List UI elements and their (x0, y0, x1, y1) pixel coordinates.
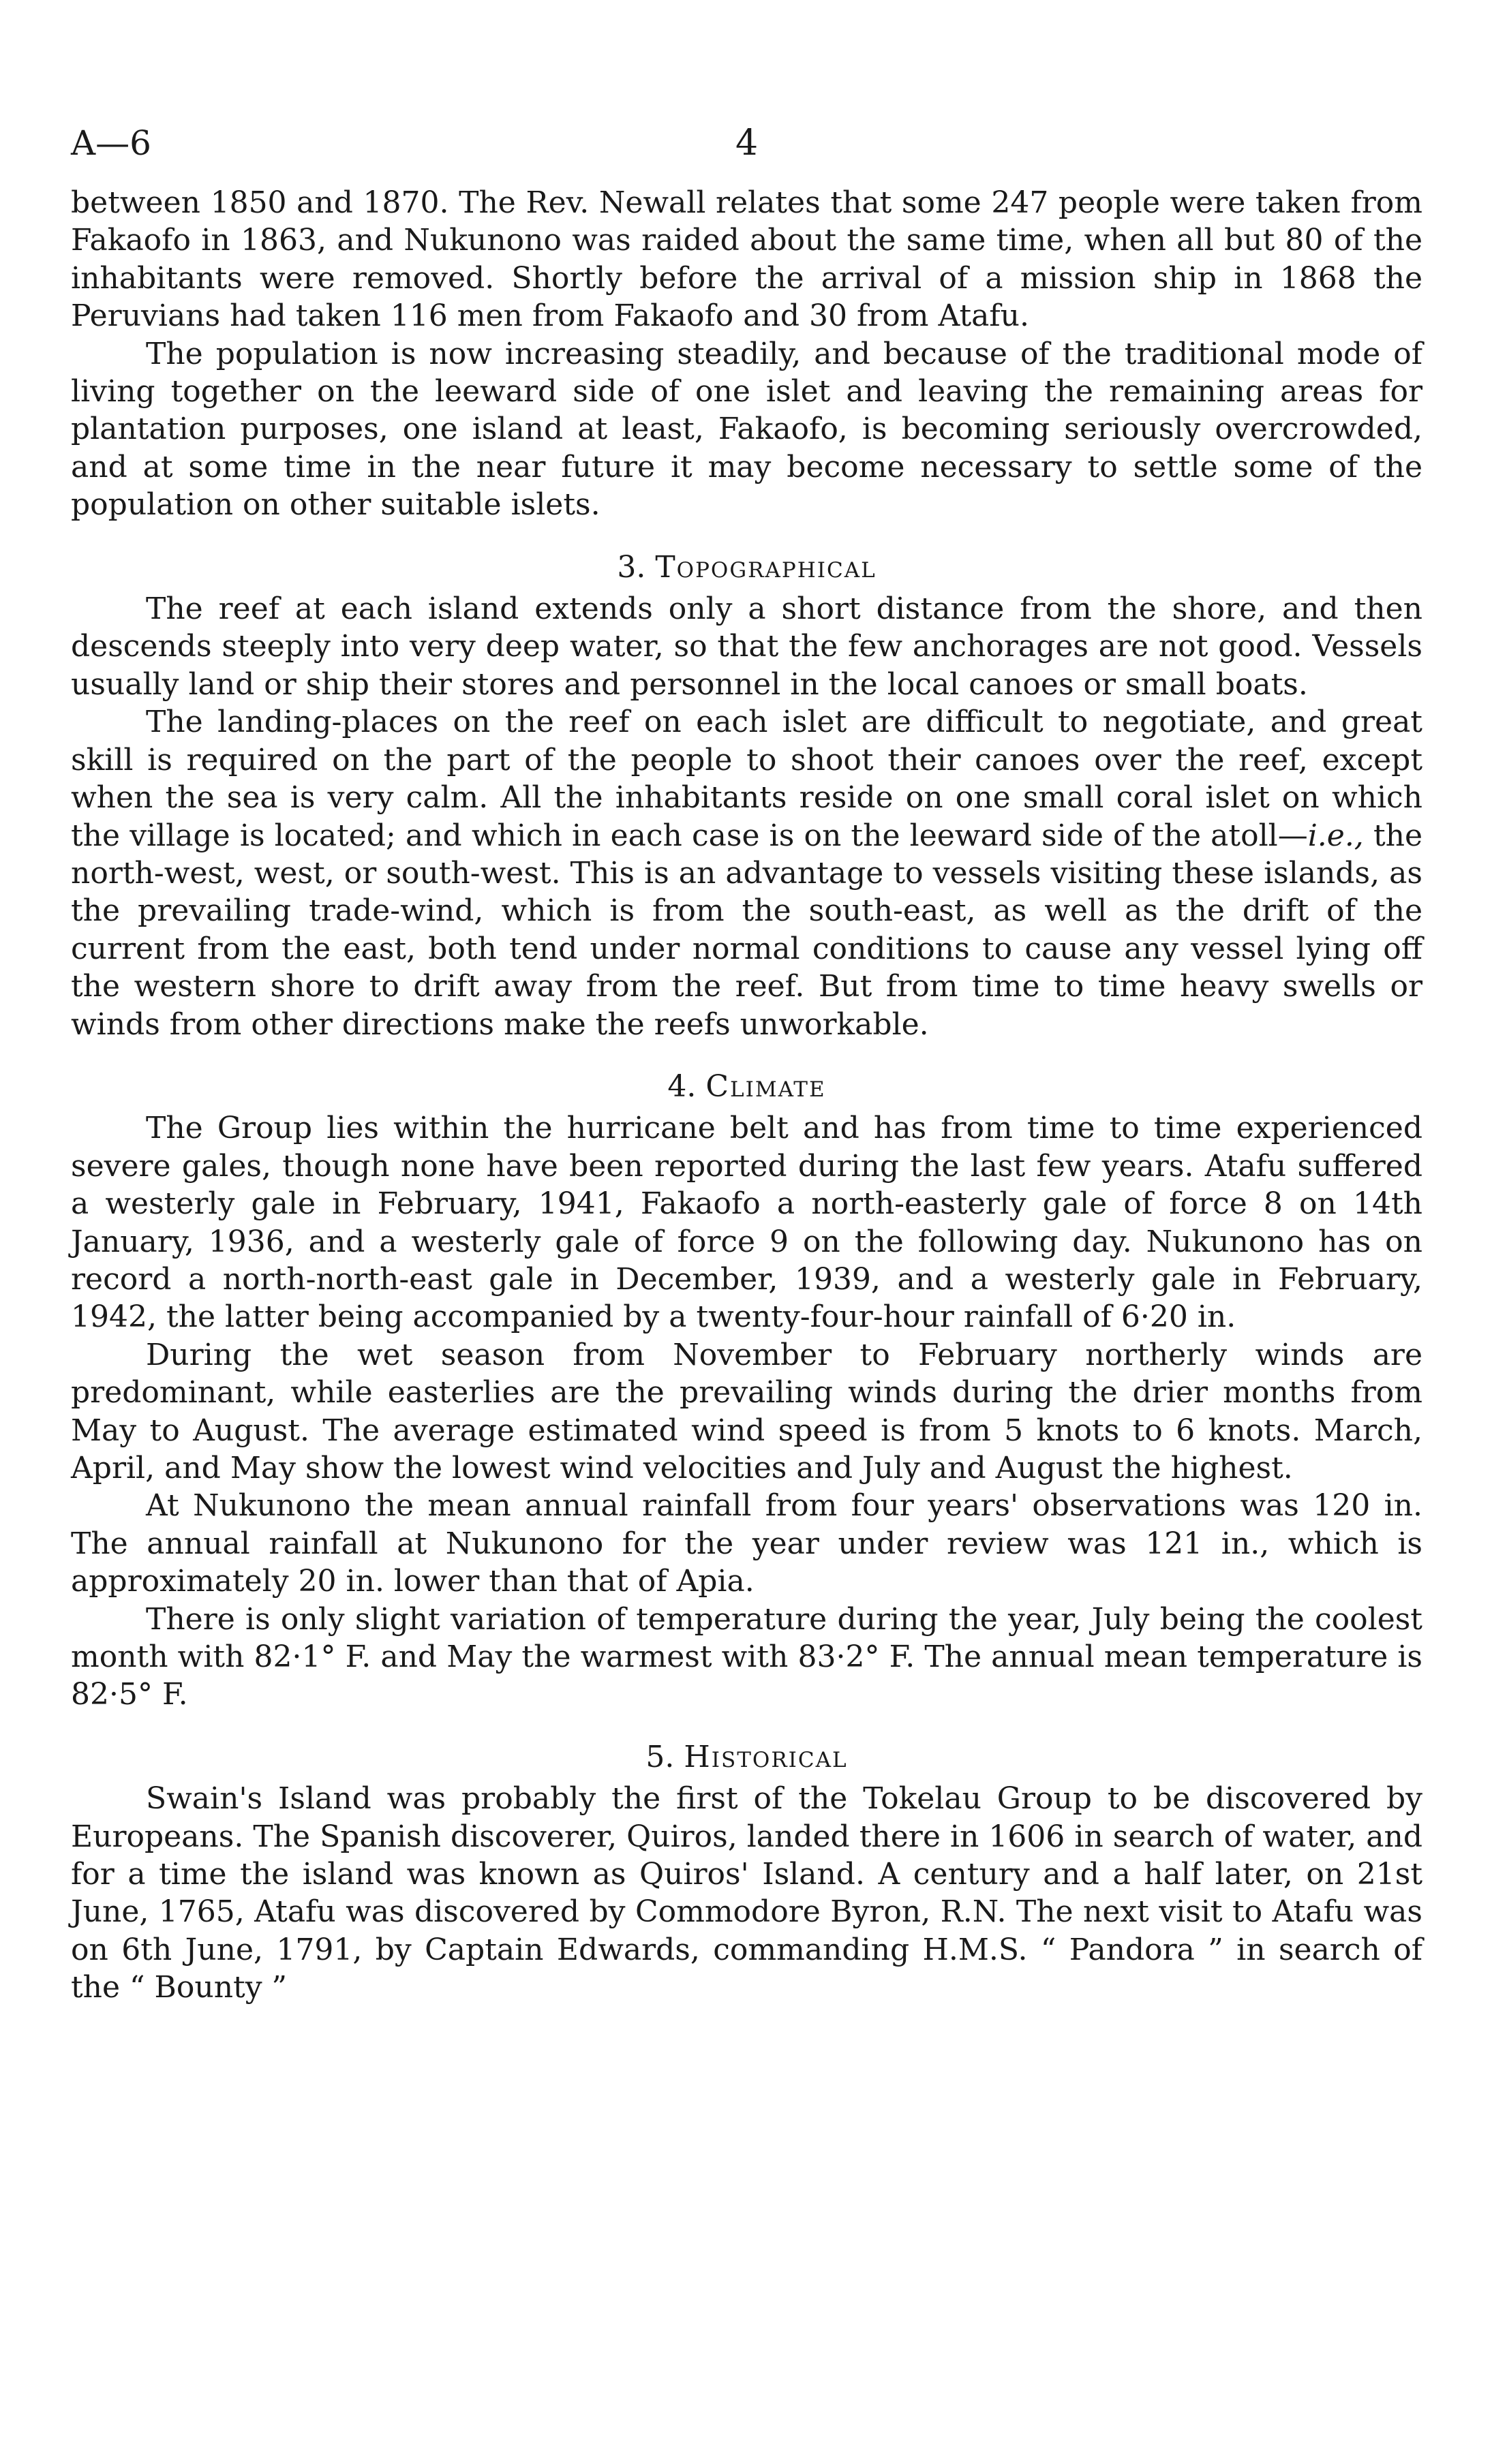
topographical-paragraph-1: The reef at each island extends only a short distance from the shore, and then descends steeply into very deep water, so that the few anchorages are not good. Vessels usually land or ship their stores and personnel in the local canoes or small boats. (71, 591, 1422, 702)
document-body (71, 184, 1422, 2007)
section-heading-historical (71, 1738, 1422, 1776)
section-number: 5. (645, 1739, 675, 1774)
ie-abbreviation: i.e., (1307, 818, 1364, 853)
climate-paragraph-1: The Group lies within the hurricane belt and has from time to time experienced severe gales, though none have been reported during the last few years. Atafu suffered a westerly gale in February, 1941, Fakaofo a north-easterly gale of force 8 on 14th January, 1936, and a westerly gale of force 9 on the following day. Nukunono has on record a north-north-east gale in December, 1939, and a westerly gale in February, 1942, the latter being accompanied by a twenty-four-hour rainfall of 6·20 in. (71, 1111, 1422, 1335)
climate-paragraph-3: At Nukunono the mean annual rainfall from four years' observations was 120 in. The annual rainfall at Nukunono for the year under review was 121 in., which is approximately 20 in. lower than that of Apia. (71, 1488, 1422, 1599)
section-title: Historical (684, 1739, 848, 1774)
document-page (71, 123, 1422, 2007)
section-heading-climate (71, 1068, 1422, 1105)
topographical-paragraph-2 (71, 703, 1422, 1043)
section-number: 4. (667, 1068, 697, 1104)
intro-paragraph-2: The population is now increasing steadily, and because of the traditional mode of living together on the leeward side of one islet and leaving the remaining areas for plantation purposes, one island at least, Fakaofo, is becoming seriously overcrowded, and at some time in the near future it may become necessary to settle some of the population on other suitable islets. (71, 336, 1422, 523)
climate-paragraph-4: There is only slight variation of temperature during the year, July being the coolest month with 82·1° F. and May the warmest with 83·2° F. The annual mean temperature is 82·5° F. (71, 1601, 1422, 1712)
page-header (71, 123, 1422, 184)
section-heading-topographical (71, 549, 1422, 586)
historical-paragraph-1: Swain's Island was probably the first of the Tokelau Group to be discovered by Europeans. The Spanish discoverer, Quiros, landed there in 1606 in search of water, and for a time the island was known as Quiros' Island. A century and a half later, on 21st June, 1765, Atafu was discovered by Commodore Byron, R.N. The next visit to Atafu was on 6th June, 1791, by Captain Edwards, commanding H.M.S. “ Pandora ” in search of the “ Bounty ” (71, 1781, 1422, 2005)
intro-paragraph-1: between 1850 and 1870. The Rev. Newall relates that some 247 people were taken from Fakaofo in 1863, and Nukunono was raided about the same time, when all but 80 of the inhabitants were removed. Shortly before the arrival of a mission ship in 1868 the Peruvians had taken 116 men from Fakaofo and 30 from Atafu. (71, 185, 1422, 334)
topographical-paragraph-2-start: The landing-places on the reef on each islet are difficult to negotiate, and great skill is required on the part of the people to shoot their canoes over the reef, except when the sea is very calm. All the inhabitants reside on one small coral islet on which the village is located; and which in each case is on the leeward side of the atoll— (71, 705, 1422, 853)
section-title: Climate (705, 1068, 826, 1104)
document-reference: A—6 (71, 123, 151, 163)
section-title: Topographical (655, 549, 877, 585)
topographical-paragraph-2-end: the north-west, west, or south-west. This is an advantage to vessels visiting these islands, as the prevailing trade-wind, which is from the south-east, as well as the drift of the current from the east, both tend under normal conditions to cause any vessel lying off the western shore to drift away from the reef. But from time to time heavy swells or winds from other directions make the reefs unworkable. (71, 818, 1423, 1042)
climate-paragraph-2: During the wet season from November to February northerly winds are predominant, while easterlies are the prevailing winds during the drier months from May to August. The average estimated wind speed is from 5 knots to 6 knots. March, April, and May show the lowest wind velocities and July and August the highest. (71, 1337, 1422, 1485)
section-number: 3. (617, 549, 646, 585)
page-number: 4 (735, 123, 759, 164)
